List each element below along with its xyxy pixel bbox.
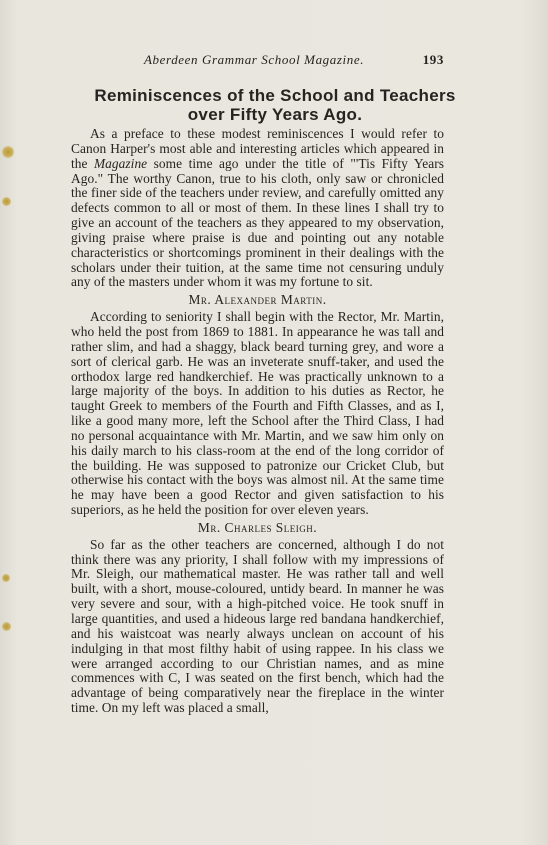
running-header: [144, 52, 444, 72]
section-heading-martin: Mr. Alexander Martin.: [188, 292, 327, 308]
paragraph-preface: [71, 127, 444, 290]
paragraph-preface-text-a: As a preface to these modest reminiscences I would refer to Canon Harper's most able and interesting articles which appeared in the: [71, 126, 444, 171]
paragraph-preface-text-b: some time ago under the title of "'Tis Fifty Years Ago." The worthy Canon, true to his cloth, only saw or chronicled the finer side of the teachers under review, and carefully omitted any defects common to all or most of them. In these lines I shall try to give an account of the teachers as they appeared to my observation, giving praise where praise is due and pointing out any notable characteristics or shortcomings prominent in their dealings with the scholars under their tuition, at the same time not censuring unduly any of the masters under whom it was my fortune to sit.: [71, 155, 444, 290]
article-title-line-2: over Fifty Years Ago.: [187, 105, 363, 124]
paragraph-sleigh: So far as the other teachers are concerned, although I do not think there was any priority, I shall follow with my impressions of Mr. Sleigh, our mathematical master. He was rather tall and well built, with a short, mouse-coloured, untidy beard. In manner he was very severe and sour, with a high-pitched voice. He took snuff in large quantities, and used a hideous large red bandana handkerchief, and his waistcoat was nearly always unclean on account of his indulging in that most filthy habit of using rappee. In his class we were arranged according to our Christian names, and as mine commences with C, I was seated on the first bench, which had the advantage of being comparatively near the fireplace in the winter time. On my left was placed a small,: [71, 536, 444, 716]
magazine-italic-word: Magazine: [93, 155, 148, 171]
page-stain-mark: [2, 574, 10, 582]
page-stain-mark: [2, 197, 11, 206]
page-number: 193: [422, 52, 444, 67]
article-title-line-1: Reminiscences of the School and Teachers: [94, 86, 456, 105]
section-heading-sleigh: Mr. Charles Sleigh.: [197, 519, 318, 535]
page-stain-mark: [2, 622, 11, 631]
article-body: [71, 127, 444, 716]
running-title: Aberdeen Grammar School Magazine.: [144, 52, 365, 67]
page-stain-mark: [2, 146, 14, 158]
paragraph-martin: According to seniority I shall begin with the Rector, Mr. Martin, who held the post from 1869 to 1881. In appearance he was tall and rather slim, and had a shaggy, black beard turning grey, and wore a sort of clerical garb. He was an inveterate snuff-taker, and used the orthodox large red handkerchief. He was practically unknown to a large majority of the boys. In addition to his duties as Rector, he taught Greek to members of the Fourth and Fifth Classes, and as I, like a good many more, left the School after the Third Class, I had no personal acquaintance with Mr. Martin, and we saw him only on his daily march to his class-room at the end of the long corridor of the building. He was supposed to patronize our Cricket Club, but otherwise his contact with the boys was almost nil. At the same time he may have been a good Rector and given satisfaction to his superiors, as he held the position for over eleven years.: [71, 309, 444, 518]
article-title: [60, 86, 490, 124]
